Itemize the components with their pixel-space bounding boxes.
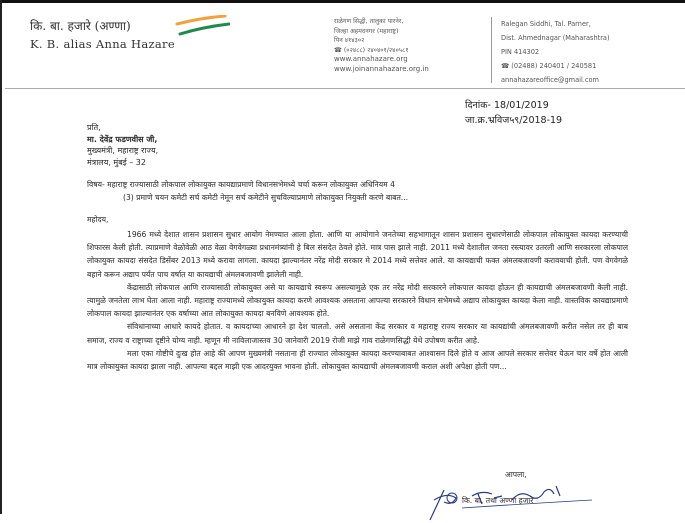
- reference-number: जा.क्र.भ्रविज५९/2018-19: [465, 115, 563, 126]
- website-link[interactable]: www.joinannahazare.org.in: [334, 64, 429, 73]
- address-english-line: Ralegan Siddhi, Tal. Parner,: [501, 20, 591, 28]
- recipient-designation: मुख्यमंत्री, महाराष्ट्र राज्य,: [87, 146, 159, 155]
- address-marathi-line: राळेगण सिद्धी, तालुका पारनेर,: [334, 18, 404, 25]
- recipient-prefix: प्रति,: [87, 123, 101, 132]
- address-english-phone: ☎ (02488) 240401 / 240581: [501, 62, 597, 70]
- salutation: महोदय,: [87, 215, 109, 224]
- letterhead-name-english: K. B. alias Anna Hazare: [30, 37, 175, 51]
- website-link[interactable]: www.annahazare.org: [334, 55, 408, 63]
- header-divider: [5, 88, 685, 89]
- address-english-line: Dist. Ahmednagar (Maharashtra): [501, 34, 610, 42]
- subject-line-2: (3) प्रमाणे चयन कमेटी सर्च कमेटी नेमून सर्च कमेटीने सुचविल्याप्रमाणे लोकायुक्त नियुक्ती करणे बाबत...: [123, 193, 409, 202]
- address-marathi-line: पिन ४१४३०२: [334, 37, 365, 44]
- saffron-stripe: [177, 16, 225, 24]
- body-paragraph: 1966 मध्ये देशात शासन प्रशासन सुधार आयोग नेमण्यात आला होता. आणि या आयोगाने जनतेच्या सहभागातून शासन प्रशासन सुधारणेसाठी लोकपाल लोकायुक्त कायदा करण्याची शिफारस केली होती. त्याप्रमाणे वेळोवेळी आठ वेळा वेगवेगळ्या प्रधानमंत्र्यांनी हे बिल संसदेत ठेवले होते. मात्र पास झाले नाही. 2011 मध्ये देशातील जनता रस्त्यावर उतरली आणि सरकारला लोकपाल लोकायुक्त कायदा संसदेत डिसेंबर 2013 मध्ये करावा लागला. कायदा झाल्यानंतर नरेंद्र मोदी सरकार मे 2014 मध्ये सत्तेवर आले. या कायद्याची फक्त अंमलबजावणी करावयाची होती. पण वेगवेगळे बहाने करून अद्याप पर्यंत पाच वर्षात या कायद्याची अंमलबजावणी झालेली नाही.: [87, 230, 628, 279]
- address-english-line: PIN 414302: [501, 48, 540, 56]
- recipient-name: मा. देवेंद्र फडणवीस जी,: [87, 134, 158, 144]
- body-paragraph: मला एका गोष्टीचे दुःख होत आहे की आपण मुख्यमंत्री नसताना ही राज्यात लोकायुक्त कायदा करण्याबाबत आश्वासन दिले होते व आज आपले सरकार सत्तेवर येऊन चार वर्षे होत आली मात्र लोकायुक्त कायदा झाला नाही. आपल्या बद्दल माझी एक आदरयुक्त भावना होती. लोकायुक्त कायद्याची अंमलबजावणी कराल अशी अपेक्षा होती पण...: [87, 348, 629, 372]
- closing: आपला,: [505, 470, 527, 479]
- recipient-block: [87, 122, 158, 168]
- address-marathi-line: जिल्हा अहमदनगर (महाराष्ट्र): [334, 27, 399, 35]
- body-paragraph: संविधानाच्या आधारे कायदे होतात. व कायदाच्या आधारने हा देश चालतो. असे असताना केंद्र सरकार व महाराष्ट्र राज्य सरकार या कायद्यांची अंमलबजावणी करीत नसेल तर ही बाब समाज, राज्य व राष्ट्राच्या दृष्टीने योग्य नाही. म्हणून मी नाविलाजास्तव 30 जानेवारी 2019 रोजी माझे गाव राळेगणसिद्धी येथे उपोषण करीत आहे.: [87, 322, 628, 345]
- green-stripe: [180, 24, 229, 34]
- signatory-name: कि. बा. तथा अण्णा हजारे: [462, 496, 534, 505]
- letterhead: [0, 3, 685, 87]
- address-divider: [491, 17, 492, 83]
- email-link[interactable]: annahazareoffice@gmail.com: [501, 76, 599, 84]
- letter-body: [87, 228, 628, 373]
- body-paragraph: केंद्रासाठी लोकपाल आणि राज्यासाठी लोकायुक्त असे या कायद्याचे स्वरूप असल्यामुळे एक तर नरेंद्र मोदी सरकारने लोकपाल कायदा होऊन ही कायद्याची अंमलबजावणी केली नाही. त्यामुळे जनतेला लाभ घेता आला नाही. महाराष्ट्र राज्यामध्ये लोकायुक्त कायदा करणे आवश्यक असताना आपल्या सरकारने विधान सभेमध्ये अद्याप लोकायुक्त कायदा केला नाही. वास्तविक कायद्याप्रमाणे लोकपाल कायदा झाल्यानंतर एक वर्षाच्या आत लोकायुक्त कायदा बनविणे आवश्यक होते.: [87, 282, 628, 319]
- recipient-address: मंत्रालय, मुंबई – 32: [87, 157, 146, 167]
- address-english: [501, 17, 610, 87]
- flag-stripes-icon: [175, 15, 230, 37]
- subject-block: [87, 178, 647, 204]
- address-marathi: [334, 17, 429, 74]
- address-marathi-phone: ☎ (०२४८८) २४०४०१/२४०५८१: [334, 46, 409, 54]
- letter-date: दिनांक- 18/01/2019: [465, 100, 549, 111]
- subject-line-1: विषय- महाराष्ट्र राज्यासाठी लोकपाल लोकायुक्त कायद्याप्रमाणे विधानसभेमध्ये चर्चा करून लोकायुक्त अधिनियम 4: [87, 180, 395, 189]
- date-block: [465, 98, 562, 128]
- letterhead-name-marathi: कि. बा. हजारे (अण्णा): [30, 19, 131, 33]
